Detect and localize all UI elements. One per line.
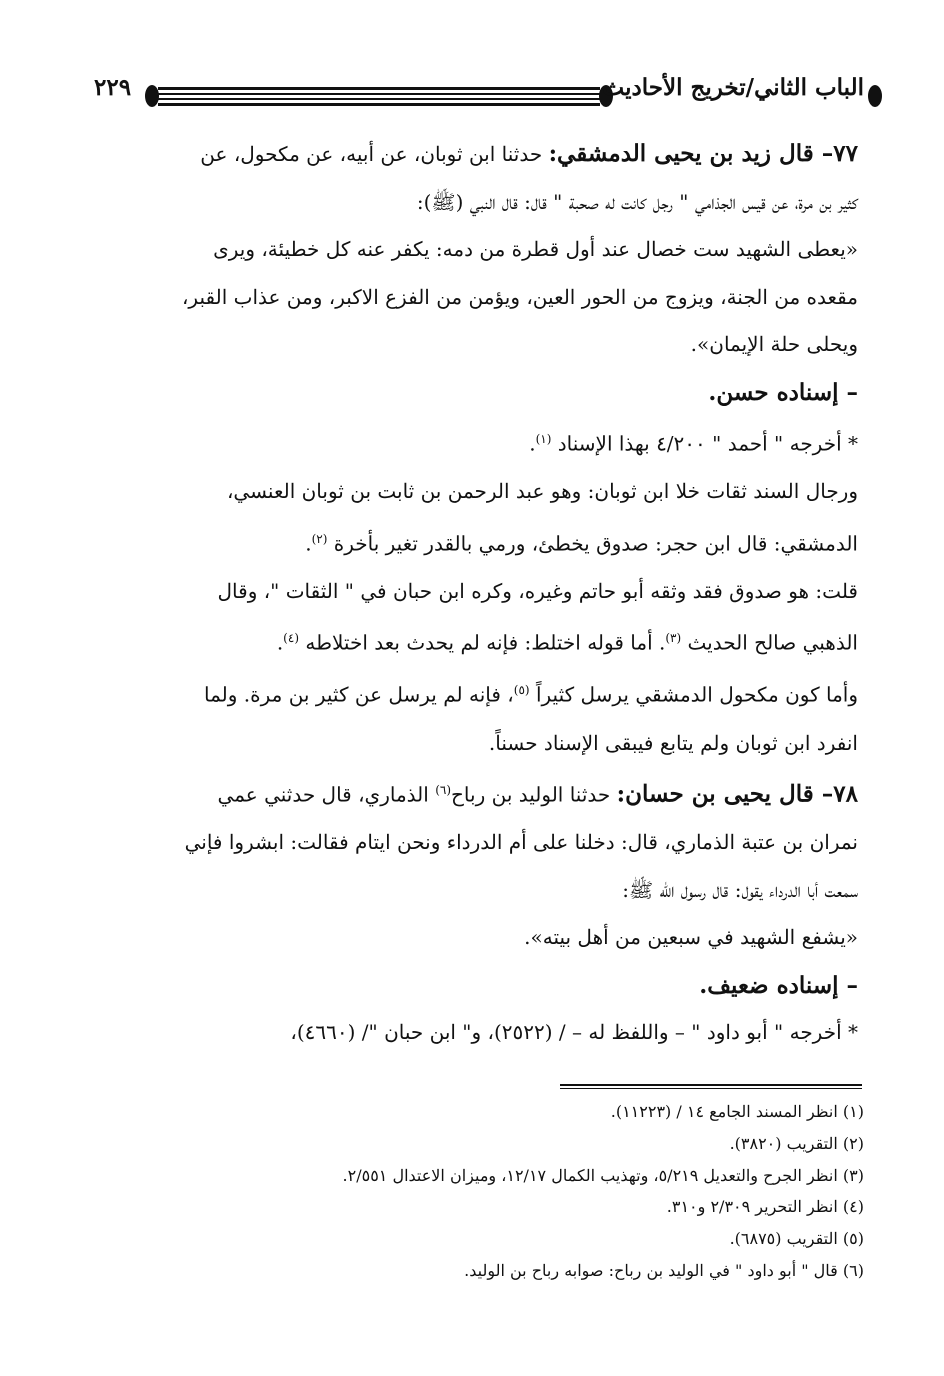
hadith-77-takhrij: * أخرجه " أحمد " ٤/٢٠٠ بهذا الإسناد $^{(١)}$. bbox=[529, 431, 858, 456]
hadith-77-line-2: كثير بن مرة، عن قيس الجذامي " رجل كانت له صحبة " قال: قال النبي (ﷺ): bbox=[416, 189, 858, 214]
footnote-1: (١) انظر المسند الجامع ١٤ / (١١٢٢٣). bbox=[610, 1102, 864, 1121]
hadith-77-matn-2: مقعده من الجنة، ويزوج من الحور العين، ويؤمن من الفزع الاكبر، ومن عذاب القبر، bbox=[181, 284, 858, 309]
footnote-ref-2: (٢) bbox=[311, 531, 328, 546]
hadith-77-qultu-2: الذهبي صالح الحديث $^{(٣)}$. أما قوله اختلط: فإنه لم يحدث بعد اختلاطه $^{(٤)}$. bbox=[276, 630, 858, 655]
footnote-ref-5: (٥) bbox=[513, 683, 530, 698]
hadith-78-line-1: ٧٨– قال يحيى بن حسان: حدثنا الوليد بن رباح$^{(٦)}$ الذماري، قال حدثني عمي bbox=[217, 780, 858, 808]
header-rule-ornament bbox=[144, 84, 614, 108]
hadith-78-heading: ٧٨– قال يحيى بن حسان: bbox=[616, 780, 858, 808]
hadith-78-line-2: نمران بن عتبة الذماري، قال: دخلنا على أم الدرداء ونحن ايتام فقالت: ابشروا فإني bbox=[184, 830, 858, 855]
hadith-77-heading: ٧٧– قال زيد بن يحيى الدمشقي: bbox=[548, 140, 858, 167]
footnote-4: (٤) انظر التحرير ٢/٣٠٩ و٣١٠. bbox=[666, 1197, 864, 1217]
hadith-78-line-3: سمعت أبا الدرداء يقول: قال رسول الله ﷺ: bbox=[622, 877, 858, 902]
footnote-ref-6: (٦) bbox=[435, 783, 452, 798]
footnote-5: (٥) التقريب (٦٨٧٥). bbox=[729, 1229, 864, 1249]
hadith-78-takhrij: * أخرجه " أبو داود " – واللفظ له – / (٢٥٢٢)، و" ابن حبان "/ (٤٦٦٠)، bbox=[290, 1020, 858, 1045]
footnote-3: (٣) انظر الجرح والتعديل ٥/٢١٩، وتهذيب الكمال ١٢/١٧، وميزان الاعتدال ٢/٥٥١. bbox=[342, 1165, 864, 1185]
footnote-separator-thin bbox=[560, 1088, 862, 1089]
header-end-ornament bbox=[866, 84, 884, 108]
footnote-separator bbox=[560, 1084, 862, 1086]
hadith-77-line-1: ٧٧– قال زيد بن يحيى الدمشقي: حدثنا ابن ثوبان، عن أبيه، عن مكحول، عن bbox=[200, 140, 858, 167]
hadith-77-qultu-1: قلت: هو صدوق فقد وثقه أبو حاتم وغيره، وكره ابن حبان في " الثقات "، وقال bbox=[217, 578, 858, 603]
hadith-77-makhul-1: وأما كون مكحول الدمشقي يرسل كثيراً $^{(٥)}$، فإنه لم يرسل عن كثير بن مرة. ولما bbox=[204, 683, 858, 708]
hadith-77-matn-3: ويحلى حلة الإيمان». bbox=[690, 332, 858, 356]
running-header bbox=[86, 72, 884, 112]
footnote-ref-1: (١) bbox=[535, 432, 552, 446]
main-text bbox=[96, 130, 858, 1057]
hadith-77-rijal-2: الدمشقي: قال ابن حجر: صدوق يخطئ، ورمي بالقدر تغير بأخرة $^{(٢)}$. bbox=[305, 531, 858, 556]
hadith-78-grade: – إسناده ضعيف. bbox=[699, 971, 858, 999]
footnote-ref-4: (٤) bbox=[283, 631, 299, 646]
footnote-6: (٦) قال " أبو داود " في الوليد بن رباح: صوابه رباح بن الوليد. bbox=[464, 1260, 864, 1280]
chapter-title: الباب الثاني/تخريج الأحاديث bbox=[602, 74, 864, 101]
hadith-77-makhul-2: انفرد ابن ثوبان ولم يتابع فيبقى الإسناد حسناً. bbox=[488, 730, 858, 755]
footnote-ref-3: (٣) bbox=[665, 631, 682, 646]
page-number: ٢٢٩ bbox=[94, 74, 132, 101]
hadith-77-matn-1: «يعطى الشهيد ست خصال عند أول قطرة من دمه: يكفر عنه كل خطيئة، ويرى bbox=[213, 237, 858, 261]
footnotes bbox=[150, 1096, 864, 1287]
hadith-77-rijal-1: ورجال السند ثقات خلا ابن ثوبان: وهو عبد الرحمن بن ثابت بن ثوبان العنسي، bbox=[226, 479, 858, 504]
footnote-2: (٢) التقريب (٣٨٢٠). bbox=[729, 1133, 864, 1153]
hadith-77-grade: – إسناده حسن. bbox=[708, 378, 858, 406]
hadith-78-matn: «يشفع الشهيد في سبعين من أهل بيته». bbox=[524, 925, 858, 950]
